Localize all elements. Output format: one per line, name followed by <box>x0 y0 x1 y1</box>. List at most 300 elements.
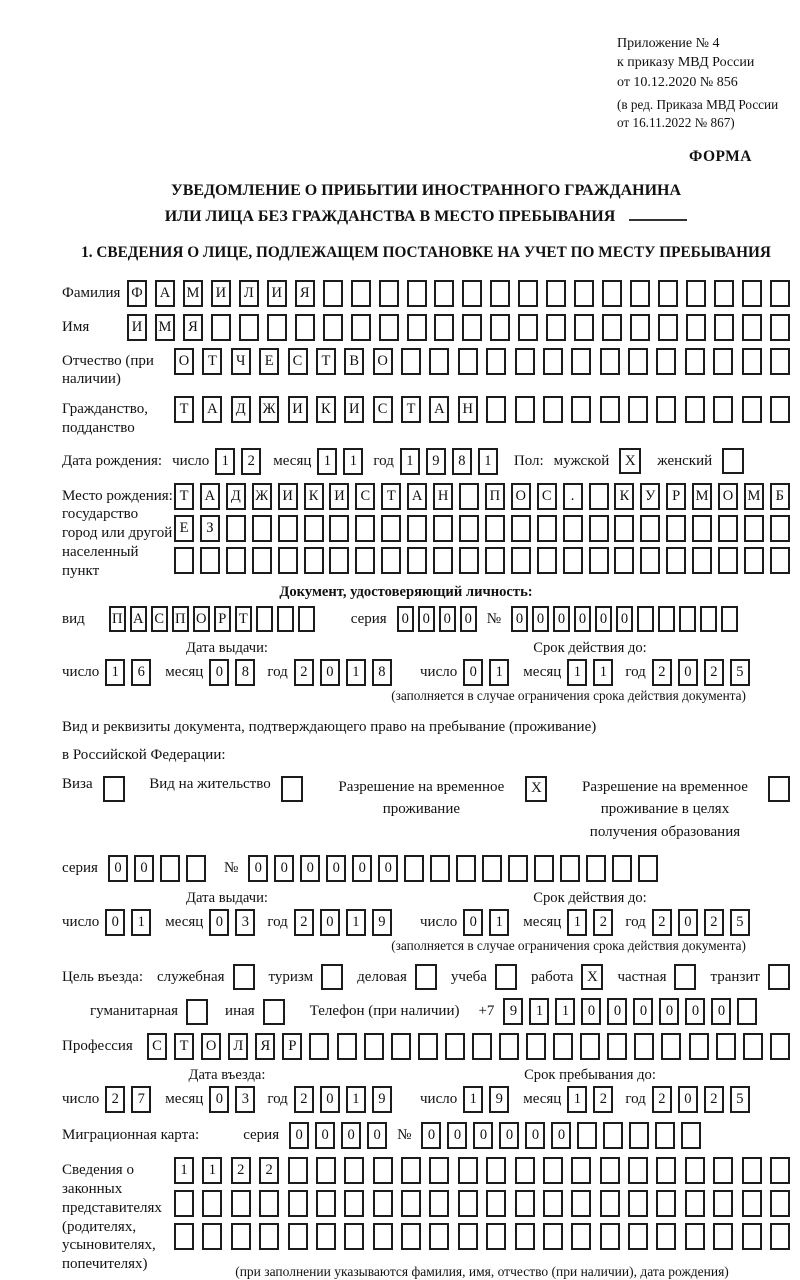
form-cell[interactable]: 2 <box>652 659 672 686</box>
patronymic-cells[interactable] <box>174 348 790 375</box>
migration-number-cells[interactable] <box>421 1122 701 1149</box>
form-cell[interactable]: 1 <box>463 1086 483 1113</box>
form-cell[interactable]: 0 <box>300 855 320 882</box>
form-cell[interactable]: 0 <box>367 1122 387 1149</box>
form-cell[interactable]: Е <box>174 515 194 542</box>
form-cell[interactable] <box>329 515 349 542</box>
form-cell[interactable] <box>686 280 706 307</box>
form-cell[interactable] <box>472 1033 492 1060</box>
form-cell[interactable]: У <box>640 483 660 510</box>
form-cell[interactable]: С <box>537 483 557 510</box>
form-cell[interactable]: А <box>200 483 220 510</box>
form-cell[interactable]: М <box>692 483 712 510</box>
form-cell[interactable] <box>344 1157 364 1184</box>
form-cell[interactable] <box>231 1223 251 1250</box>
form-cell[interactable] <box>586 855 606 882</box>
form-cell[interactable] <box>364 1033 384 1060</box>
form-cell[interactable]: 9 <box>372 1086 392 1113</box>
migration-series-cells[interactable] <box>289 1122 387 1149</box>
form-cell[interactable] <box>499 1033 519 1060</box>
form-cell[interactable] <box>459 483 479 510</box>
form-cell[interactable] <box>666 515 686 542</box>
form-cell[interactable]: Б <box>770 483 790 510</box>
form-cell[interactable] <box>486 348 506 375</box>
form-cell[interactable] <box>737 998 757 1025</box>
form-cell[interactable] <box>600 348 620 375</box>
form-cell[interactable] <box>381 515 401 542</box>
form-cell[interactable]: С <box>151 606 168 632</box>
form-cell[interactable] <box>429 1157 449 1184</box>
form-cell[interactable]: О <box>201 1033 221 1060</box>
form-cell[interactable]: 9 <box>503 998 523 1025</box>
form-cell[interactable]: 9 <box>489 1086 509 1113</box>
purpose-humanitarian-checkbox[interactable] <box>186 999 208 1025</box>
form-cell[interactable] <box>429 1223 449 1250</box>
doc-series-cells[interactable] <box>397 606 477 632</box>
form-cell[interactable]: З <box>200 515 220 542</box>
form-cell[interactable] <box>309 1033 329 1060</box>
form-cell[interactable] <box>407 515 427 542</box>
form-cell[interactable] <box>458 348 478 375</box>
form-cell[interactable]: Е <box>259 348 279 375</box>
form-cell[interactable] <box>515 1190 535 1217</box>
form-cell[interactable]: 1 <box>555 998 575 1025</box>
legal-reps-cells-1[interactable] <box>174 1157 790 1184</box>
form-cell[interactable] <box>685 1223 705 1250</box>
form-cell[interactable]: А <box>155 280 175 307</box>
form-cell[interactable]: 0 <box>421 1122 441 1149</box>
form-cell[interactable] <box>614 515 634 542</box>
form-cell[interactable] <box>770 1190 790 1217</box>
form-cell[interactable] <box>656 1157 676 1184</box>
form-cell[interactable]: 0 <box>685 998 705 1025</box>
form-cell[interactable]: Т <box>381 483 401 510</box>
form-cell[interactable] <box>571 348 591 375</box>
form-cell[interactable]: 5 <box>730 1086 750 1113</box>
form-cell[interactable]: 8 <box>372 659 392 686</box>
form-cell[interactable] <box>174 547 194 574</box>
form-cell[interactable]: О <box>193 606 210 632</box>
form-cell[interactable]: Л <box>239 280 259 307</box>
form-cell[interactable]: М <box>183 280 203 307</box>
form-cell[interactable] <box>637 606 654 632</box>
form-cell[interactable]: 0 <box>532 606 549 632</box>
form-cell[interactable]: 1 <box>567 659 587 686</box>
form-cell[interactable]: И <box>278 483 298 510</box>
form-cell[interactable] <box>373 1157 393 1184</box>
form-cell[interactable] <box>278 515 298 542</box>
form-cell[interactable] <box>288 1223 308 1250</box>
form-cell[interactable]: М <box>155 314 175 341</box>
form-cell[interactable] <box>485 547 505 574</box>
purpose-official-checkbox[interactable] <box>233 964 255 990</box>
form-cell[interactable] <box>429 348 449 375</box>
form-cell[interactable]: Д <box>226 483 246 510</box>
form-cell[interactable] <box>700 606 717 632</box>
form-cell[interactable] <box>459 547 479 574</box>
form-cell[interactable]: 3 <box>235 909 255 936</box>
form-cell[interactable] <box>661 1033 681 1060</box>
form-cell[interactable] <box>515 1157 535 1184</box>
form-cell[interactable]: 0 <box>525 1122 545 1149</box>
form-cell[interactable] <box>589 547 609 574</box>
form-cell[interactable] <box>571 1157 591 1184</box>
form-cell[interactable]: 0 <box>352 855 372 882</box>
form-cell[interactable]: Т <box>174 1033 194 1060</box>
form-cell[interactable]: 1 <box>202 1157 222 1184</box>
form-cell[interactable] <box>337 1033 357 1060</box>
form-cell[interactable] <box>407 280 427 307</box>
form-cell[interactable] <box>713 348 733 375</box>
form-cell[interactable]: 0 <box>105 909 125 936</box>
doc-expiry-year-cells[interactable] <box>652 659 750 686</box>
form-cell[interactable] <box>713 1157 733 1184</box>
form-cell[interactable] <box>202 1223 222 1250</box>
form-cell[interactable]: Я <box>295 280 315 307</box>
form-cell[interactable]: 2 <box>294 659 314 686</box>
form-cell[interactable]: А <box>429 396 449 423</box>
form-cell[interactable] <box>770 314 790 341</box>
legal-reps-cells-2[interactable] <box>174 1190 790 1217</box>
form-cell[interactable] <box>716 1033 736 1060</box>
form-cell[interactable]: 0 <box>511 606 528 632</box>
form-cell[interactable]: Ж <box>259 396 279 423</box>
form-cell[interactable]: С <box>373 396 393 423</box>
purpose-tourism-checkbox[interactable] <box>321 964 343 990</box>
form-cell[interactable]: 0 <box>659 998 679 1025</box>
temp-permit-edu-checkbox[interactable] <box>768 776 790 802</box>
form-cell[interactable] <box>744 547 764 574</box>
form-cell[interactable] <box>742 348 762 375</box>
form-cell[interactable]: Ж <box>252 483 272 510</box>
form-cell[interactable] <box>418 1033 438 1060</box>
form-cell[interactable]: 0 <box>678 659 698 686</box>
form-cell[interactable] <box>458 1190 478 1217</box>
profession-cells[interactable] <box>147 1033 790 1060</box>
form-cell[interactable] <box>518 280 538 307</box>
form-cell[interactable] <box>655 1122 675 1149</box>
form-cell[interactable]: П <box>109 606 126 632</box>
form-cell[interactable] <box>770 547 790 574</box>
form-cell[interactable]: Д <box>231 396 251 423</box>
form-cell[interactable]: 1 <box>400 448 420 475</box>
doc-expiry-month-cells[interactable] <box>567 659 613 686</box>
form-cell[interactable] <box>267 314 287 341</box>
form-cell[interactable] <box>543 396 563 423</box>
form-cell[interactable]: 1 <box>343 448 363 475</box>
form-cell[interactable] <box>638 855 658 882</box>
form-cell[interactable]: А <box>407 483 427 510</box>
form-cell[interactable] <box>543 1190 563 1217</box>
name-cells[interactable] <box>127 314 790 341</box>
form-cell[interactable] <box>486 1223 506 1250</box>
form-cell[interactable] <box>298 606 315 632</box>
form-cell[interactable] <box>344 1190 364 1217</box>
form-cell[interactable]: И <box>329 483 349 510</box>
form-cell[interactable]: 2 <box>593 1086 613 1113</box>
form-cell[interactable] <box>685 1190 705 1217</box>
form-cell[interactable] <box>511 515 531 542</box>
form-cell[interactable] <box>553 1033 573 1060</box>
form-cell[interactable] <box>685 1157 705 1184</box>
form-cell[interactable]: 2 <box>241 448 261 475</box>
form-cell[interactable]: 1 <box>131 909 151 936</box>
form-cell[interactable] <box>259 1223 279 1250</box>
form-cell[interactable] <box>458 1223 478 1250</box>
form-cell[interactable]: О <box>373 348 393 375</box>
form-cell[interactable] <box>226 515 246 542</box>
form-cell[interactable]: 0 <box>397 606 414 632</box>
form-cell[interactable]: 3 <box>235 1086 255 1113</box>
form-cell[interactable] <box>515 348 535 375</box>
form-cell[interactable] <box>589 483 609 510</box>
form-cell[interactable] <box>462 280 482 307</box>
form-cell[interactable]: 1 <box>215 448 235 475</box>
form-cell[interactable]: 0 <box>315 1122 335 1149</box>
form-cell[interactable] <box>770 1033 790 1060</box>
doc-issue-year-cells[interactable] <box>294 659 392 686</box>
form-cell[interactable] <box>211 314 231 341</box>
form-cell[interactable] <box>600 1223 620 1250</box>
permit-number-cells[interactable] <box>248 855 658 882</box>
birth-year-cells[interactable] <box>400 448 498 475</box>
form-cell[interactable] <box>571 1190 591 1217</box>
form-cell[interactable] <box>186 855 206 882</box>
form-cell[interactable]: 2 <box>704 659 724 686</box>
form-cell[interactable]: 0 <box>378 855 398 882</box>
form-cell[interactable] <box>486 1190 506 1217</box>
form-cell[interactable]: И <box>267 280 287 307</box>
permit-issue-year-cells[interactable] <box>294 909 392 936</box>
form-cell[interactable]: А <box>130 606 147 632</box>
birth-place-cells-2[interactable] <box>174 515 790 542</box>
form-cell[interactable]: 0 <box>678 909 698 936</box>
form-cell[interactable]: 1 <box>478 448 498 475</box>
form-cell[interactable]: 0 <box>289 1122 309 1149</box>
form-cell[interactable]: 0 <box>711 998 731 1025</box>
form-cell[interactable]: 0 <box>447 1122 467 1149</box>
form-cell[interactable]: 2 <box>652 1086 672 1113</box>
form-cell[interactable]: 0 <box>499 1122 519 1149</box>
form-cell[interactable] <box>714 280 734 307</box>
form-cell[interactable]: О <box>511 483 531 510</box>
form-cell[interactable] <box>600 1157 620 1184</box>
doc-kind-cells[interactable] <box>109 606 315 632</box>
form-cell[interactable]: О <box>174 348 194 375</box>
form-cell[interactable] <box>518 314 538 341</box>
form-cell[interactable] <box>718 547 738 574</box>
form-cell[interactable] <box>743 1033 763 1060</box>
form-cell[interactable] <box>329 547 349 574</box>
residence-permit-checkbox[interactable] <box>281 776 303 802</box>
form-cell[interactable]: 0 <box>460 606 477 632</box>
form-cell[interactable]: 0 <box>248 855 268 882</box>
form-cell[interactable]: Т <box>316 348 336 375</box>
form-cell[interactable] <box>563 547 583 574</box>
form-cell[interactable] <box>744 515 764 542</box>
form-cell[interactable] <box>628 1223 648 1250</box>
form-cell[interactable]: 1 <box>489 909 509 936</box>
form-cell[interactable]: 0 <box>209 909 229 936</box>
form-cell[interactable] <box>381 547 401 574</box>
form-cell[interactable] <box>543 348 563 375</box>
form-cell[interactable] <box>526 1033 546 1060</box>
form-cell[interactable] <box>355 547 375 574</box>
form-cell[interactable] <box>456 855 476 882</box>
form-cell[interactable]: К <box>304 483 324 510</box>
temp-permit-checkbox[interactable]: X <box>525 776 547 802</box>
form-cell[interactable]: 1 <box>174 1157 194 1184</box>
form-cell[interactable]: 0 <box>209 659 229 686</box>
form-cell[interactable]: 0 <box>341 1122 361 1149</box>
form-cell[interactable] <box>288 1157 308 1184</box>
form-cell[interactable]: Н <box>458 396 478 423</box>
form-cell[interactable] <box>429 1190 449 1217</box>
form-cell[interactable] <box>686 314 706 341</box>
form-cell[interactable]: . <box>563 483 583 510</box>
form-cell[interactable]: 1 <box>317 448 337 475</box>
form-cell[interactable]: 0 <box>551 1122 571 1149</box>
form-cell[interactable] <box>278 547 298 574</box>
form-cell[interactable] <box>770 396 790 423</box>
form-cell[interactable]: 0 <box>320 909 340 936</box>
form-cell[interactable] <box>742 280 762 307</box>
form-cell[interactable] <box>742 1223 762 1250</box>
form-cell[interactable]: В <box>344 348 364 375</box>
purpose-private-checkbox[interactable] <box>674 964 696 990</box>
form-cell[interactable]: 9 <box>372 909 392 936</box>
form-cell[interactable]: К <box>614 483 634 510</box>
form-cell[interactable]: Т <box>174 483 194 510</box>
form-cell[interactable]: И <box>127 314 147 341</box>
form-cell[interactable]: Н <box>433 483 453 510</box>
doc-number-cells[interactable] <box>511 606 738 632</box>
form-cell[interactable]: 1 <box>346 909 366 936</box>
form-cell[interactable]: 0 <box>274 855 294 882</box>
legal-reps-cells-3[interactable] <box>174 1223 790 1250</box>
form-cell[interactable]: А <box>202 396 222 423</box>
form-cell[interactable] <box>685 396 705 423</box>
form-cell[interactable]: 1 <box>567 1086 587 1113</box>
doc-expiry-day-cells[interactable] <box>463 659 509 686</box>
form-cell[interactable] <box>679 606 696 632</box>
form-cell[interactable] <box>628 1157 648 1184</box>
form-cell[interactable]: С <box>288 348 308 375</box>
form-cell[interactable] <box>770 1223 790 1250</box>
form-cell[interactable] <box>316 1190 336 1217</box>
form-cell[interactable] <box>656 1223 676 1250</box>
form-cell[interactable] <box>433 547 453 574</box>
form-cell[interactable]: 1 <box>489 659 509 686</box>
form-cell[interactable] <box>323 280 343 307</box>
form-cell[interactable]: Р <box>666 483 686 510</box>
form-cell[interactable] <box>714 314 734 341</box>
form-cell[interactable] <box>603 1122 623 1149</box>
form-cell[interactable] <box>511 547 531 574</box>
form-cell[interactable] <box>486 396 506 423</box>
form-cell[interactable]: 0 <box>108 855 128 882</box>
form-cell[interactable]: 0 <box>463 659 483 686</box>
form-cell[interactable]: О <box>718 483 738 510</box>
form-cell[interactable] <box>630 280 650 307</box>
form-cell[interactable] <box>433 515 453 542</box>
form-cell[interactable] <box>304 547 324 574</box>
form-cell[interactable] <box>656 348 676 375</box>
form-cell[interactable] <box>537 515 557 542</box>
form-cell[interactable] <box>666 547 686 574</box>
form-cell[interactable] <box>770 1157 790 1184</box>
form-cell[interactable] <box>174 1223 194 1250</box>
form-cell[interactable]: 5 <box>730 659 750 686</box>
form-cell[interactable]: Ф <box>127 280 147 307</box>
form-cell[interactable] <box>571 396 591 423</box>
form-cell[interactable] <box>560 855 580 882</box>
form-cell[interactable] <box>713 396 733 423</box>
permit-expiry-month-cells[interactable] <box>567 909 613 936</box>
form-cell[interactable] <box>692 547 712 574</box>
birth-place-cells-3[interactable] <box>174 547 790 574</box>
form-cell[interactable]: 9 <box>426 448 446 475</box>
form-cell[interactable] <box>580 1033 600 1060</box>
purpose-work-checkbox[interactable]: X <box>581 964 603 990</box>
form-cell[interactable] <box>160 855 180 882</box>
form-cell[interactable] <box>563 515 583 542</box>
form-cell[interactable] <box>600 396 620 423</box>
form-cell[interactable] <box>571 1223 591 1250</box>
form-cell[interactable] <box>226 547 246 574</box>
form-cell[interactable] <box>391 1033 411 1060</box>
form-cell[interactable] <box>295 314 315 341</box>
form-cell[interactable]: 0 <box>574 606 591 632</box>
form-cell[interactable]: П <box>172 606 189 632</box>
form-cell[interactable] <box>174 1190 194 1217</box>
form-cell[interactable] <box>770 280 790 307</box>
permit-expiry-year-cells[interactable] <box>652 909 750 936</box>
form-cell[interactable]: Т <box>401 396 421 423</box>
form-cell[interactable]: 2 <box>294 909 314 936</box>
form-cell[interactable] <box>259 1190 279 1217</box>
form-cell[interactable]: Л <box>228 1033 248 1060</box>
form-cell[interactable] <box>239 314 259 341</box>
citizenship-cells[interactable] <box>174 396 790 423</box>
form-cell[interactable] <box>628 1190 648 1217</box>
form-cell[interactable] <box>252 515 272 542</box>
purpose-business-checkbox[interactable] <box>415 964 437 990</box>
form-cell[interactable]: Я <box>255 1033 275 1060</box>
doc-issue-day-cells[interactable] <box>105 659 151 686</box>
form-cell[interactable] <box>721 606 738 632</box>
form-cell[interactable] <box>351 314 371 341</box>
form-cell[interactable] <box>515 1223 535 1250</box>
form-cell[interactable] <box>490 314 510 341</box>
form-cell[interactable] <box>458 1157 478 1184</box>
form-cell[interactable]: И <box>288 396 308 423</box>
form-cell[interactable] <box>401 1190 421 1217</box>
form-cell[interactable]: 0 <box>473 1122 493 1149</box>
form-cell[interactable] <box>658 314 678 341</box>
form-cell[interactable] <box>612 855 632 882</box>
form-cell[interactable] <box>277 606 294 632</box>
form-cell[interactable] <box>445 1033 465 1060</box>
form-cell[interactable]: 2 <box>105 1086 125 1113</box>
entry-day-cells[interactable] <box>105 1086 151 1113</box>
form-cell[interactable] <box>231 1190 251 1217</box>
form-cell[interactable] <box>379 280 399 307</box>
form-cell[interactable] <box>459 515 479 542</box>
permit-series-cells[interactable] <box>108 855 206 882</box>
form-cell[interactable]: Р <box>282 1033 302 1060</box>
form-cell[interactable] <box>689 1033 709 1060</box>
